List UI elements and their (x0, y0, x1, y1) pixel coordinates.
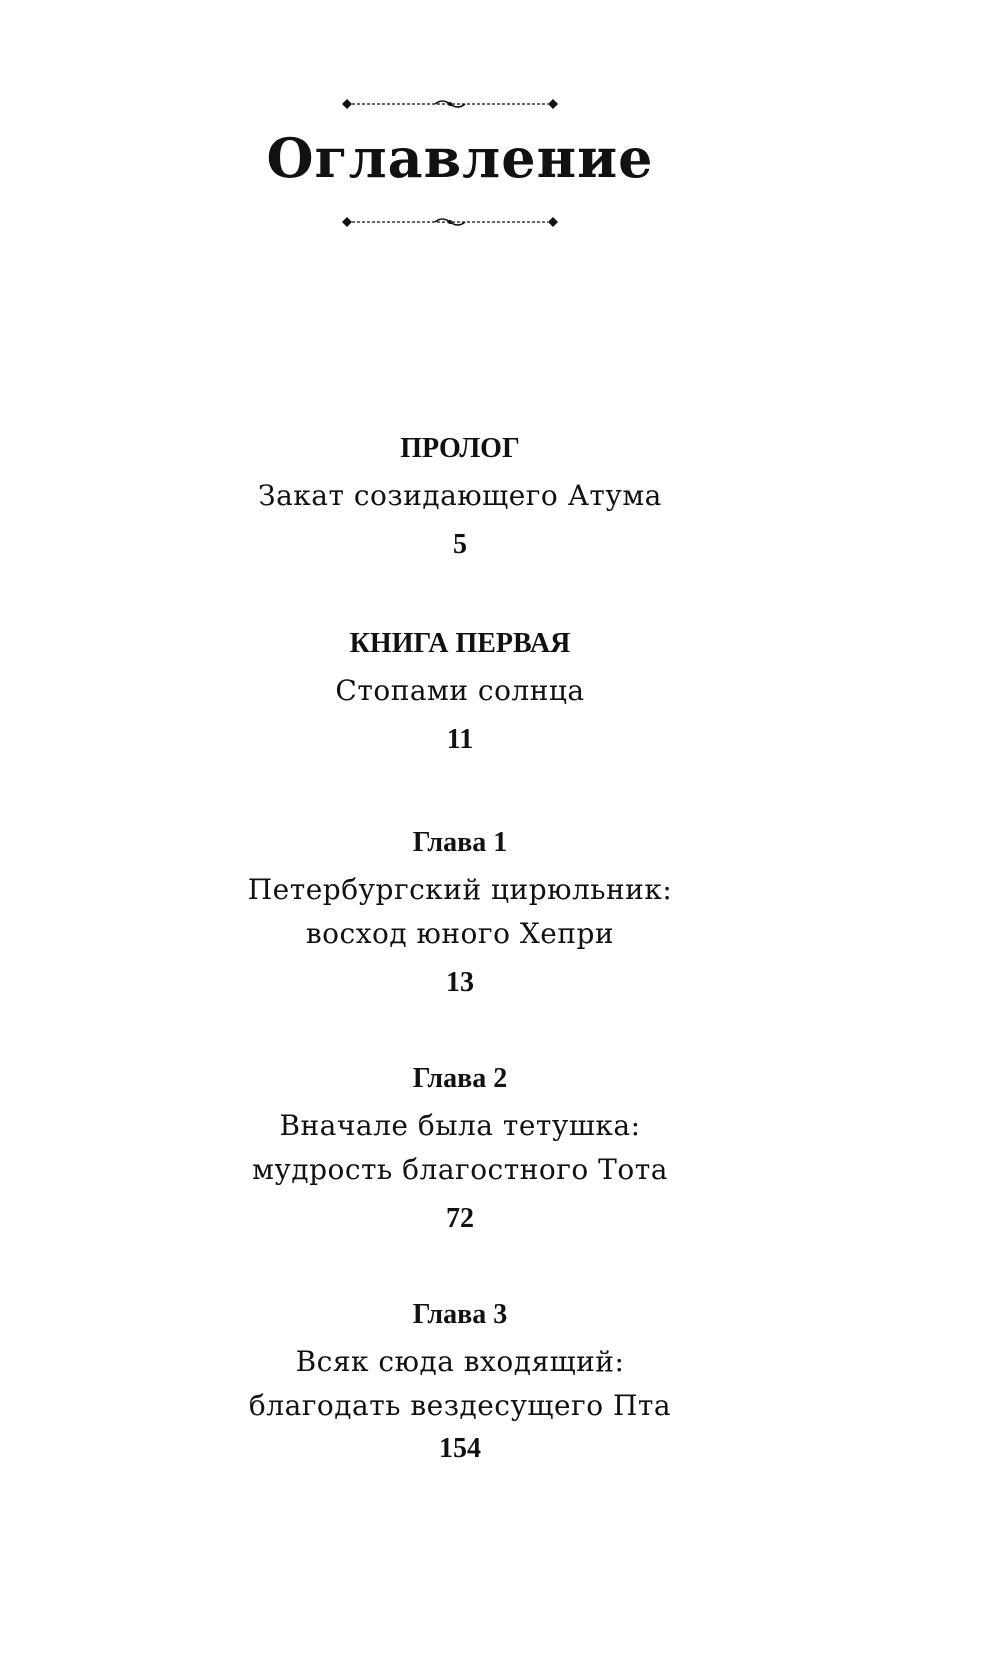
page-title: Оглавление (266, 126, 654, 190)
entry-subtitle-line: Закат созидающего Атума (258, 479, 662, 512)
entry-heading: ПРОЛОГ (400, 433, 520, 464)
entry-heading: Глава 3 (412, 1299, 508, 1330)
entry-page-number: 11 (446, 724, 474, 755)
top-ornament-divider (340, 94, 560, 114)
entry-subtitle-line: Стопами солнца (335, 674, 585, 707)
toc-entry-chapter-3[interactable] (0, 1298, 920, 1466)
toc-entry-prologue[interactable] (0, 432, 920, 562)
entry-subtitle-line: Вначале была тетушка: (279, 1109, 641, 1142)
entry-page-number: 72 (446, 1203, 474, 1234)
bottom-ornament-divider (340, 212, 560, 232)
entry-subtitle-line: мудрость благостного Тота (252, 1153, 668, 1186)
entry-heading: КНИГА ПЕРВАЯ (349, 628, 571, 659)
entry-page-number: 5 (453, 529, 467, 560)
toc-entry-book-one[interactable] (0, 627, 920, 757)
entry-subtitle-line: Петербургский цирюльник: (247, 873, 673, 906)
toc-entry-chapter-1[interactable] (0, 826, 920, 1000)
entry-subtitle-line: благодать вездесущего Пта (248, 1389, 672, 1422)
entry-page-number: 154 (439, 1433, 481, 1464)
entry-heading: Глава 1 (412, 827, 508, 858)
entry-heading: Глава 2 (412, 1063, 508, 1094)
entry-page-number: 13 (446, 967, 474, 998)
entry-subtitle-line: восход юного Хепри (305, 917, 615, 950)
toc-entry-chapter-2[interactable] (0, 1062, 920, 1236)
entry-subtitle-line: Всяк сюда входящий: (295, 1345, 625, 1378)
